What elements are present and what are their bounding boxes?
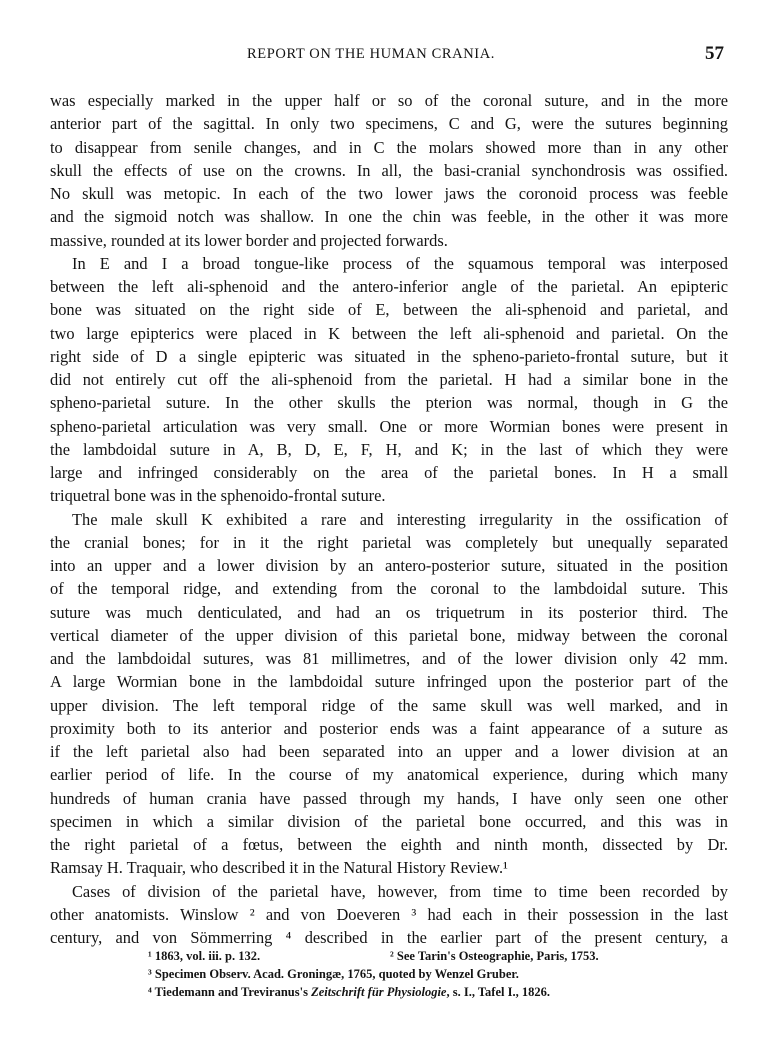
text-line: other anatomists. Winslow ² and von Doeveren ³ had each in their possession in the last <box>50 904 728 924</box>
paragraph <box>50 508 728 880</box>
text-line: Ramsay H. Traquair, who described it in the Natural History Review.¹ <box>50 858 508 878</box>
text-line: The male skull K exhibited a rare and interesting irregularity in the ossification of <box>72 509 728 529</box>
text-line: the right parietal of a fœtus, between the eighth and ninth month, dissected by Dr. <box>50 835 728 854</box>
text-line: upper division. The left temporal ridge of the same skull was well marked, and in <box>50 695 728 715</box>
text-line: did not entirely cut off the ali-sphenoid from the parietal. H had a similar bone in the <box>50 370 728 389</box>
text-line: of the temporal ridge, and extending from the coronal to the lambdoidal suture. This <box>50 579 728 599</box>
text-line: A large Wormian bone in the lambdoidal suture infringed upon the posterior part of the <box>50 672 728 692</box>
text-line: massive, rounded at its lower border and projected forwards. <box>50 230 448 250</box>
running-title: REPORT ON THE HUMAN CRANIA. <box>247 46 496 62</box>
footnote-4 <box>148 983 708 1001</box>
footnote-1: ¹ 1863, vol. iii. p. 132. <box>148 949 261 963</box>
footnote-4-tail: , s. I., Tafel I., 1826. <box>446 985 550 999</box>
text-line: earlier period of life. In the course of my anatomical experience, during which many <box>50 765 728 785</box>
paragraph <box>50 89 728 252</box>
text-line: two large epipterics were placed in K between the left ali-sphenoid and parietal. On the <box>50 323 728 343</box>
text-line: triquetral bone was in the sphenoido-frontal suture. <box>50 486 386 506</box>
footnote-3: ³ Specimen Observ. Acad. Groningæ, 1765, quoted by Wenzel Gruber. <box>148 967 519 981</box>
text-line: No skull was metopic. In each of the two lower jaws the coronoid process was feeble <box>50 184 728 203</box>
text-line: vertical diameter of the upper division of this parietal bone, midway between the coronal <box>50 625 728 645</box>
text-line: between the left ali-sphenoid and the antero-inferior angle of the parietal. An epipteric <box>50 277 728 296</box>
footnote-2: ² See Tarin's Osteographie, Paris, 1753. <box>390 949 599 963</box>
text-line: spheno-parietal articulation was very small. One or more Wormian bones were present in <box>50 416 728 436</box>
text-line: spheno-parietal suture. In the other skulls the pterion was normal, though in G the <box>50 393 728 413</box>
text-line: the lambdoidal suture in A, B, D, E, F, H, and K; in the last of which they were <box>50 439 728 459</box>
footnote-4-journal: Zeitschrift für Physiologie <box>311 985 447 999</box>
text-line: suture was much denticulated, and had an os triquetrum in its posterior third. The <box>50 602 728 622</box>
text-line: large and infringed considerably on the area of the parietal bones. In H a small <box>50 463 728 482</box>
footnotes <box>148 947 708 1001</box>
text-line: if the left parietal also had been separated into an upper and a lower division at an <box>50 742 728 761</box>
text-line: specimen in which a similar division of the parietal bone occurred, and this was in <box>50 811 728 831</box>
text-line: and the sigmoid notch was shallow. In one the chin was feeble, in the other it was more <box>50 207 728 227</box>
text-line: century, and von Sömmerring ⁴ described in the earlier part of the present century, a <box>50 928 728 947</box>
text-line: In E and I a broad tongue-like process of the squamous temporal was interposed <box>72 253 728 273</box>
text-line: was especially marked in the upper half or so of the coronal suture, and in the more <box>50 91 728 110</box>
footnote-4-text: ⁴ Tiedemann and Treviranus's <box>148 985 312 999</box>
text-line: skull the effects of use on the crowns. In all, the basi-cranial synchondrosis was ossified. <box>50 160 728 180</box>
text-line: bone was situated on the right side of E, between the ali-sphenoid and parietal, and <box>50 300 728 320</box>
text-line: hundreds of human crania have passed through my hands, I have only seen one other <box>50 788 728 808</box>
text-line: into an upper and a lower division by an antero-posterior suture, situated in the position <box>50 556 728 575</box>
text-line: to disappear from senile changes, and in C the molars showed more than in any other <box>50 137 728 157</box>
page-number: 57 <box>705 43 724 64</box>
text-line: proximity both to its anterior and posterior ends was a faint appearance of a suture as <box>50 718 728 738</box>
footnote-row <box>148 947 708 965</box>
paragraph <box>50 880 728 950</box>
text-line: anterior part of the sagittal. In only two specimens, C and G, were the sutures beginning <box>50 114 728 134</box>
running-header <box>0 43 776 70</box>
body-text <box>50 89 728 949</box>
paragraph <box>50 252 728 508</box>
text-line: right side of D a single epipteric was situated in the spheno-parieto-frontal suture, but it <box>50 346 728 366</box>
text-line: the cranial bones; for in it the right parietal was completely but unequally separated <box>50 532 728 552</box>
text-line: Cases of division of the parietal have, however, from time to time been recorded by <box>72 881 728 901</box>
text-line: and the lambdoidal sutures, was 81 millimetres, and of the lower division only 42 mm. <box>50 649 728 668</box>
